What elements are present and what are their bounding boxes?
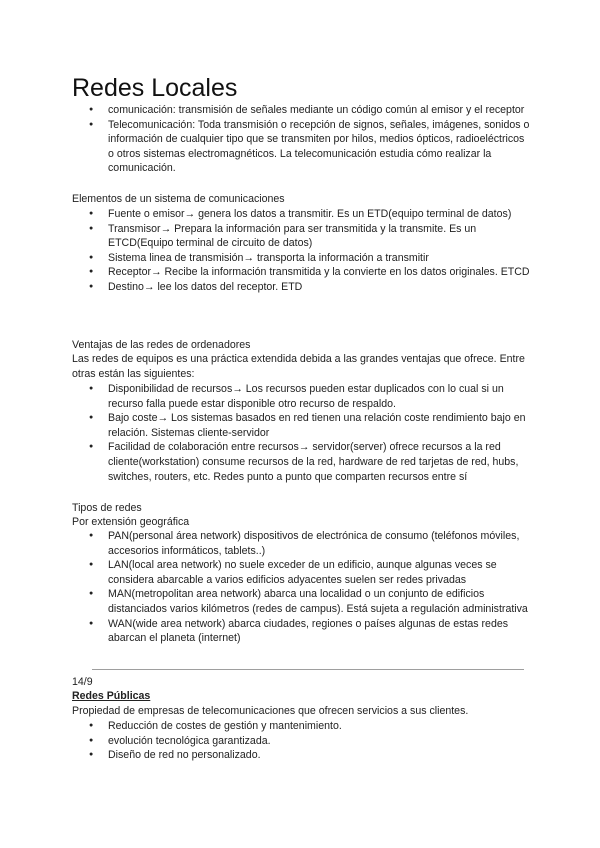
list-item: ● PAN(personal área network) dispositivos de electrónica de consumo (teléfonos móviles, accesorios informáticos, tablets..) (0, 529, 600, 558)
list-item: ● Disponibilidad de recursos→ Los recursos pueden estar duplicados con lo cual si un recurso falla puede estar disponible otro recurso de respaldo. (0, 382, 600, 411)
list-item: ● Destino→ lee los datos del receptor. ETD (0, 280, 600, 295)
elements-list (0, 207, 600, 295)
advantages-heading: Ventajas de las redes de ordenadores (72, 339, 251, 351)
date-label: 14/9 (72, 676, 93, 688)
types-heading: Tipos de redes (72, 502, 142, 514)
intro-list (0, 103, 600, 176)
advantages-intro: Las redes de equipos es una práctica extendida debida a las grandes ventajas que ofrece. Entre otras están las siguientes: (72, 353, 525, 380)
public-networks-heading: Redes Públicas (72, 690, 151, 702)
elements-heading: Elementos de un sistema de comunicaciones (72, 193, 285, 205)
list-item: ● Telecomunicación: Toda transmisión o recepción de signos, señales, imágenes, sonidos o información de cualquier tipo que se transmiten por hilos, medios ópticos, radioeléctricos o otros sistemas electromagnéticos. La telecomunicación estudia cómo realizar la comunicación. (0, 118, 600, 176)
list-item: ● Bajo coste→ Los sistemas basados en red tienen una relación coste rendimiento bajo en relación. Sistemas cliente-servidor (0, 411, 600, 440)
advantages-list (0, 382, 600, 484)
types-list (0, 529, 600, 646)
public-networks-list (0, 719, 410, 763)
list-item: ● WAN(wide area network) abarca ciudades, regiones o países algunas de estas redes abarcan el planeta (internet) (0, 617, 600, 646)
list-item: ● Fuente o emisor→ genera los datos a transmitir. Es un ETD(equipo terminal de datos) (0, 207, 600, 222)
list-item: ● Sistema linea de transmisión→ transporta la información a transmitir (0, 251, 600, 266)
list-item: ● evolución tecnológica garantizada. (0, 734, 410, 749)
page-title: Redes Locales (72, 74, 238, 102)
public-networks-intro: Propiedad de empresas de telecomunicaciones que ofrecen servicios a sus clientes. (72, 705, 469, 717)
list-item: ● LAN(local area network) no suele exceder de un edificio, aunque algunas veces se considera abarcable a varios edificios adyacentes suelen ser redes privadas (0, 558, 600, 587)
list-item: ● comunicación: transmisión de señales mediante un código común al emisor y el receptor (0, 103, 600, 118)
list-item: ● Diseño de red no personalizado. (0, 748, 410, 763)
horizontal-divider (92, 669, 524, 670)
list-item: ● Receptor→ Recibe la información transmitida y la convierte en los datos originales. ETCD (0, 265, 600, 280)
types-subheading: Por extensión geográfica (72, 516, 190, 528)
list-item: ● Reducción de costes de gestión y mantenimiento. (0, 719, 410, 734)
list-item: ● Transmisor→ Prepara la información para ser transmitida y la transmite. Es un ETCD(Equipo terminal de circuito de datos) (0, 222, 600, 251)
list-item: ● Facilidad de colaboración entre recursos→ servidor(server) ofrece recursos a la red cliente(workstation) consume recursos de la red, hardware de red tarjetas de red, hubs, switches, routers, etc. Redes punto a punto que comparten recursos entre sí (0, 440, 600, 484)
list-item: ● MAN(metropolitan area network) abarca una localidad o un conjunto de edificios distanciados varios kilómetros (redes de campus). Está sujeta a regulación administrativa (0, 587, 600, 616)
